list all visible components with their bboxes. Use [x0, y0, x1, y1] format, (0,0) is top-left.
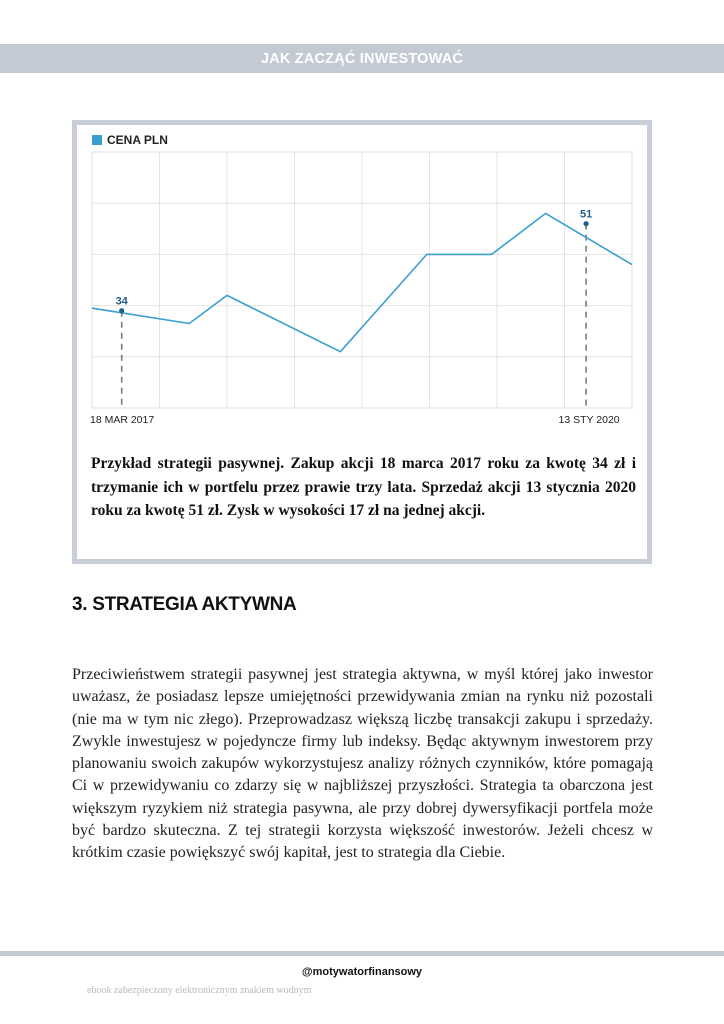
footer-handle: @motywatorfinansowy [301, 966, 423, 978]
footer-divider [0, 951, 724, 956]
section-heading: 3. STRATEGIA AKTYWNA [72, 594, 297, 615]
chart-figure [72, 120, 652, 564]
header-banner [0, 44, 724, 73]
x-axis-label-end: 13 STY 2020 [558, 414, 620, 426]
section-paragraph: Przeciwieństwem strategii pasywnej jest strategia aktywna, w myśl której jako inwestor uważasz, że posiadasz lepsze umiejętności przewidywania zmian na rynku niż pozostali (nie ma w tym nic złego). Przeprowadzasz większą liczbę transakcji zakupu i sprzedaży. Zwykle inwestujesz w pojedyncze firmy lub indeksy. Będąc aktywnym inwestorem przy planowaniu swoich zakupów wykorzystujesz analizy różnych czynników, które pomagają Ci w przewidywaniu co zdarzy się w najbliższej przyszłości. Strategia ta obarczona jest większym ryzykiem niż strategia pasywna, ale przy dobrej dywersyfikacji portfela może być bardzo skuteczna. Z tej strategii korzysta większość inwestorów. Jeżeli chcesz w krótkim czasie powiększyć swój kapitał, jest to strategia dla Ciebie. [72, 666, 653, 862]
price-line-chart [77, 125, 647, 445]
legend-swatch [92, 135, 102, 145]
legend-label: CENA PLN [107, 133, 168, 147]
figure-caption: Przykład strategii pasywnej. Zakup akcji 18 marca 2017 roku za kwotę 34 zł i trzymanie ich w portfelu przez prawie trzy lata. Sprzedaż akcji 13 stycznia 2020 roku za kwotę 51 zł. Zysk w wysokości 17 zł na jednej akcji. [91, 455, 636, 519]
annotation-label-51: 51 [579, 208, 593, 221]
annotation-point-34 [119, 308, 124, 313]
header-title: JAK ZACZĄĆ INWESTOWAĆ [260, 50, 464, 67]
x-axis-label-start: 18 MAR 2017 [90, 414, 155, 426]
annotation-point-51 [584, 221, 589, 226]
footer-watermark: ebook zabezpieczony elektronicznym znakiem wodnym [87, 985, 312, 996]
annotation-label-34: 34 [115, 295, 128, 308]
